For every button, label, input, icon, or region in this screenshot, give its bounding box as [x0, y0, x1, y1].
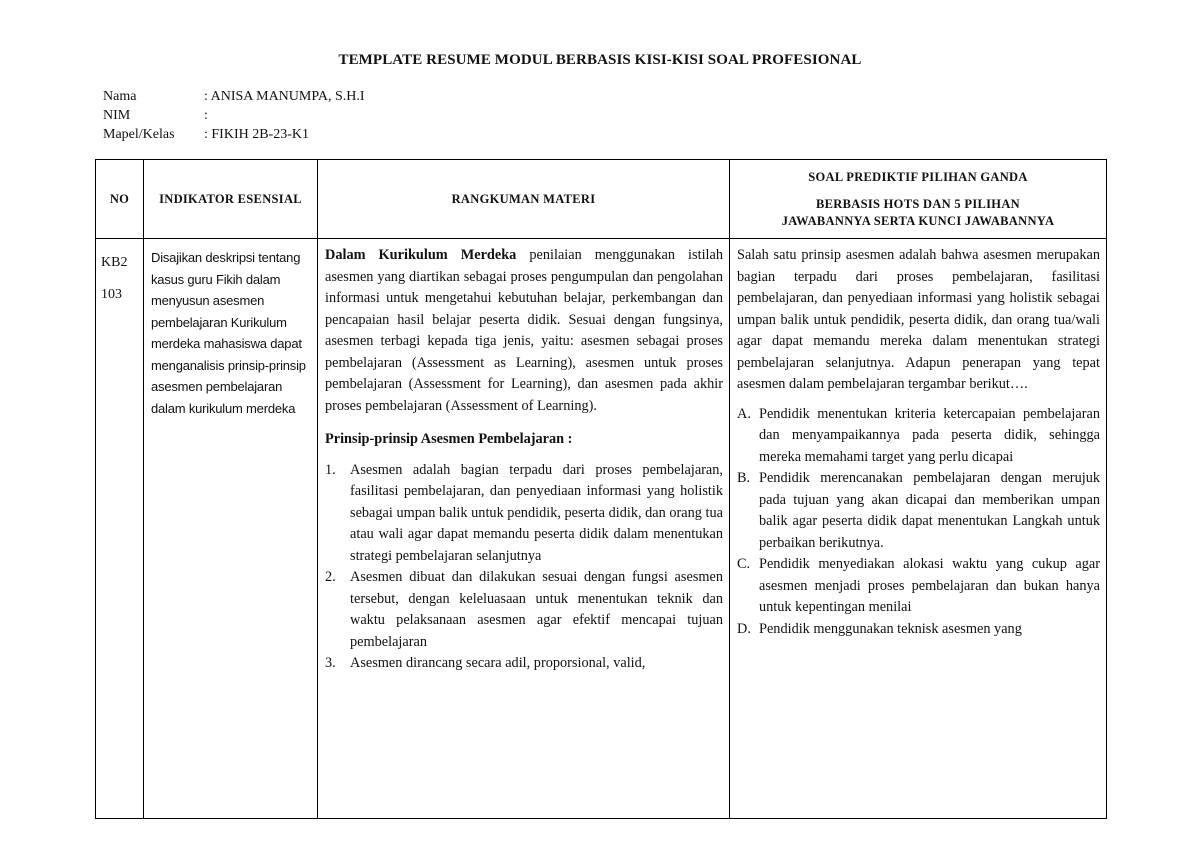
option-d [737, 619, 1100, 641]
meta-row-mapel [103, 125, 365, 144]
option-a [737, 404, 1100, 469]
option-text: Pendidik menggunakan teknisk asesmen yang [759, 620, 1022, 637]
resume-table [95, 159, 1107, 819]
answer-options [737, 404, 1100, 641]
list-item [325, 460, 723, 568]
table-header-row [96, 160, 1107, 239]
option-c [737, 554, 1100, 619]
cell-indikator: Disajikan deskripsi tentang kasus guru Fikih dalam menyusun asesmen pembelajaran Kurikulum merdeka mahasiswa dapat menganalisis prinsip-prinsip asesmen pembelajaran dalam kurikulum merdeka [144, 239, 318, 819]
cell-rangkuman [318, 239, 730, 819]
option-text: Pendidik menyediakan alokasi waktu yang cukup agar asesmen menjadi proses pembelajaran dan bukan hanya untuk kepentingan menilai [759, 556, 1100, 615]
meta-row-nama [103, 87, 365, 106]
rangkuman-intro-text: penilaian menggunakan istilah asesmen yang diartikan sebagai proses pengumpulan dan pengolahan informasi untuk mengetahui kebutuhan belajar, perkembangan dan pencapaian hasil belajar peserta didik. Sesuai dengan fungsinya, asesmen terbagi kepada tiga jenis, yaitu: asesmen sebagai proses pembelajaran (Assessment as Learning), asesmen untuk proses pembelajaran (Assessment for Learning), dan asesmen pada akhir proses pembelajaran (Assessment of Learning). [325, 247, 724, 414]
option-key: C. [737, 556, 751, 572]
meta-value: : FIKIH 2B-23-K1 [204, 127, 309, 142]
option-text: Pendidik menentukan kriteria ketercapaian pembelajaran dan menyampaikannya pada peserta didik, sehingga mereka memahami target yang perlu dicapai [759, 405, 1100, 465]
header-no: NO [96, 160, 144, 239]
meta-label: NIM [103, 108, 131, 123]
meta-row-nim [103, 106, 365, 125]
list-item-number: 2. [325, 569, 336, 585]
list-item-text: Asesmen dirancang secara adil, proporsional, valid, [350, 655, 646, 671]
header-soal-line2: BERBASIS HOTS DAN 5 PILIHAN [816, 196, 1020, 211]
header-indikator: INDIKATOR ESENSIAL [144, 160, 318, 239]
header-rangkuman: RANGKUMAN MATERI [318, 160, 730, 239]
meta-label: Mapel/Kelas [103, 127, 175, 142]
list-item-number: 3. [325, 655, 336, 671]
no-number: 103 [101, 287, 122, 302]
option-key: D. [737, 620, 751, 637]
header-soal-line1: SOAL PREDIKTIF PILIHAN GANDA [808, 169, 1028, 184]
no-code: KB2 [101, 255, 128, 270]
table-row [96, 239, 1107, 819]
meta-value: : [204, 108, 208, 123]
identity-block [103, 87, 365, 144]
cell-soal [730, 239, 1107, 819]
list-item-text: Asesmen dibuat dan dilakukan sesuai dengan fungsi asesmen tersebut, dengan keleluasaan untuk menentukan teknik dan waktu pelaksanaan asesmen agar efektif mencapai tujuan pembelajaran [350, 569, 723, 650]
list-item [325, 653, 723, 675]
rangkuman-subheading: Prinsip-prinsip Asesmen Pembelajaran : [325, 431, 573, 447]
list-item-text: Asesmen adalah bagian terpadu dari proses pembelajaran, fasilitasi pembelajaran, dan penyediaan informasi yang holistik sebagai umpan balik untuk pendidik, peserta didik, dan orang tua atau wali agar dapat memandu peserta didik dalam menentukan strategi pembelajaran selanjutnya [350, 461, 723, 564]
rangkuman-intro [325, 245, 723, 417]
rangkuman-intro-bold: Dalam Kurikulum Merdeka [325, 247, 517, 263]
option-text: Pendidik merencanakan pembelajaran dengan merujuk pada tujuan yang akan dicapai dan memberikan umpan balik agar peserta didik dapat menentukan Langkah untuk perbaikan berikutnya. [759, 470, 1100, 551]
header-soal-line3: JAWABANNYA SERTA KUNCI JAWABANNYA [781, 213, 1055, 228]
cell-no [96, 239, 144, 819]
list-item [325, 567, 723, 653]
meta-label: Nama [103, 89, 137, 104]
header-soal [730, 160, 1107, 239]
list-item-number: 1. [325, 461, 336, 478]
document-title: TEMPLATE RESUME MODUL BERBASIS KISI-KISI SOAL PROFESIONAL [338, 52, 862, 68]
principles-list [325, 460, 723, 675]
option-key: A. [737, 405, 751, 422]
option-b [737, 468, 1100, 554]
option-key: B. [737, 470, 751, 486]
meta-value: : ANISA MANUMPA, S.H.I [204, 89, 365, 104]
soal-stem: Salah satu prinsip asesmen adalah bahwa asesmen merupakan bagian terpadu dari proses pembelajaran, fasilitasi pembelajaran, dan penyediaan informasi yang holistik sebagai umpan balik untuk pendidik, peserta didik, dan orang tua/wali agar dapat memandu mereka dalam menentukan strategi pembelajaran selanjutnya. Adapun penerapan yang tepat asesmen dalam pembelajaran tergambar berikut…. [737, 247, 1100, 392]
